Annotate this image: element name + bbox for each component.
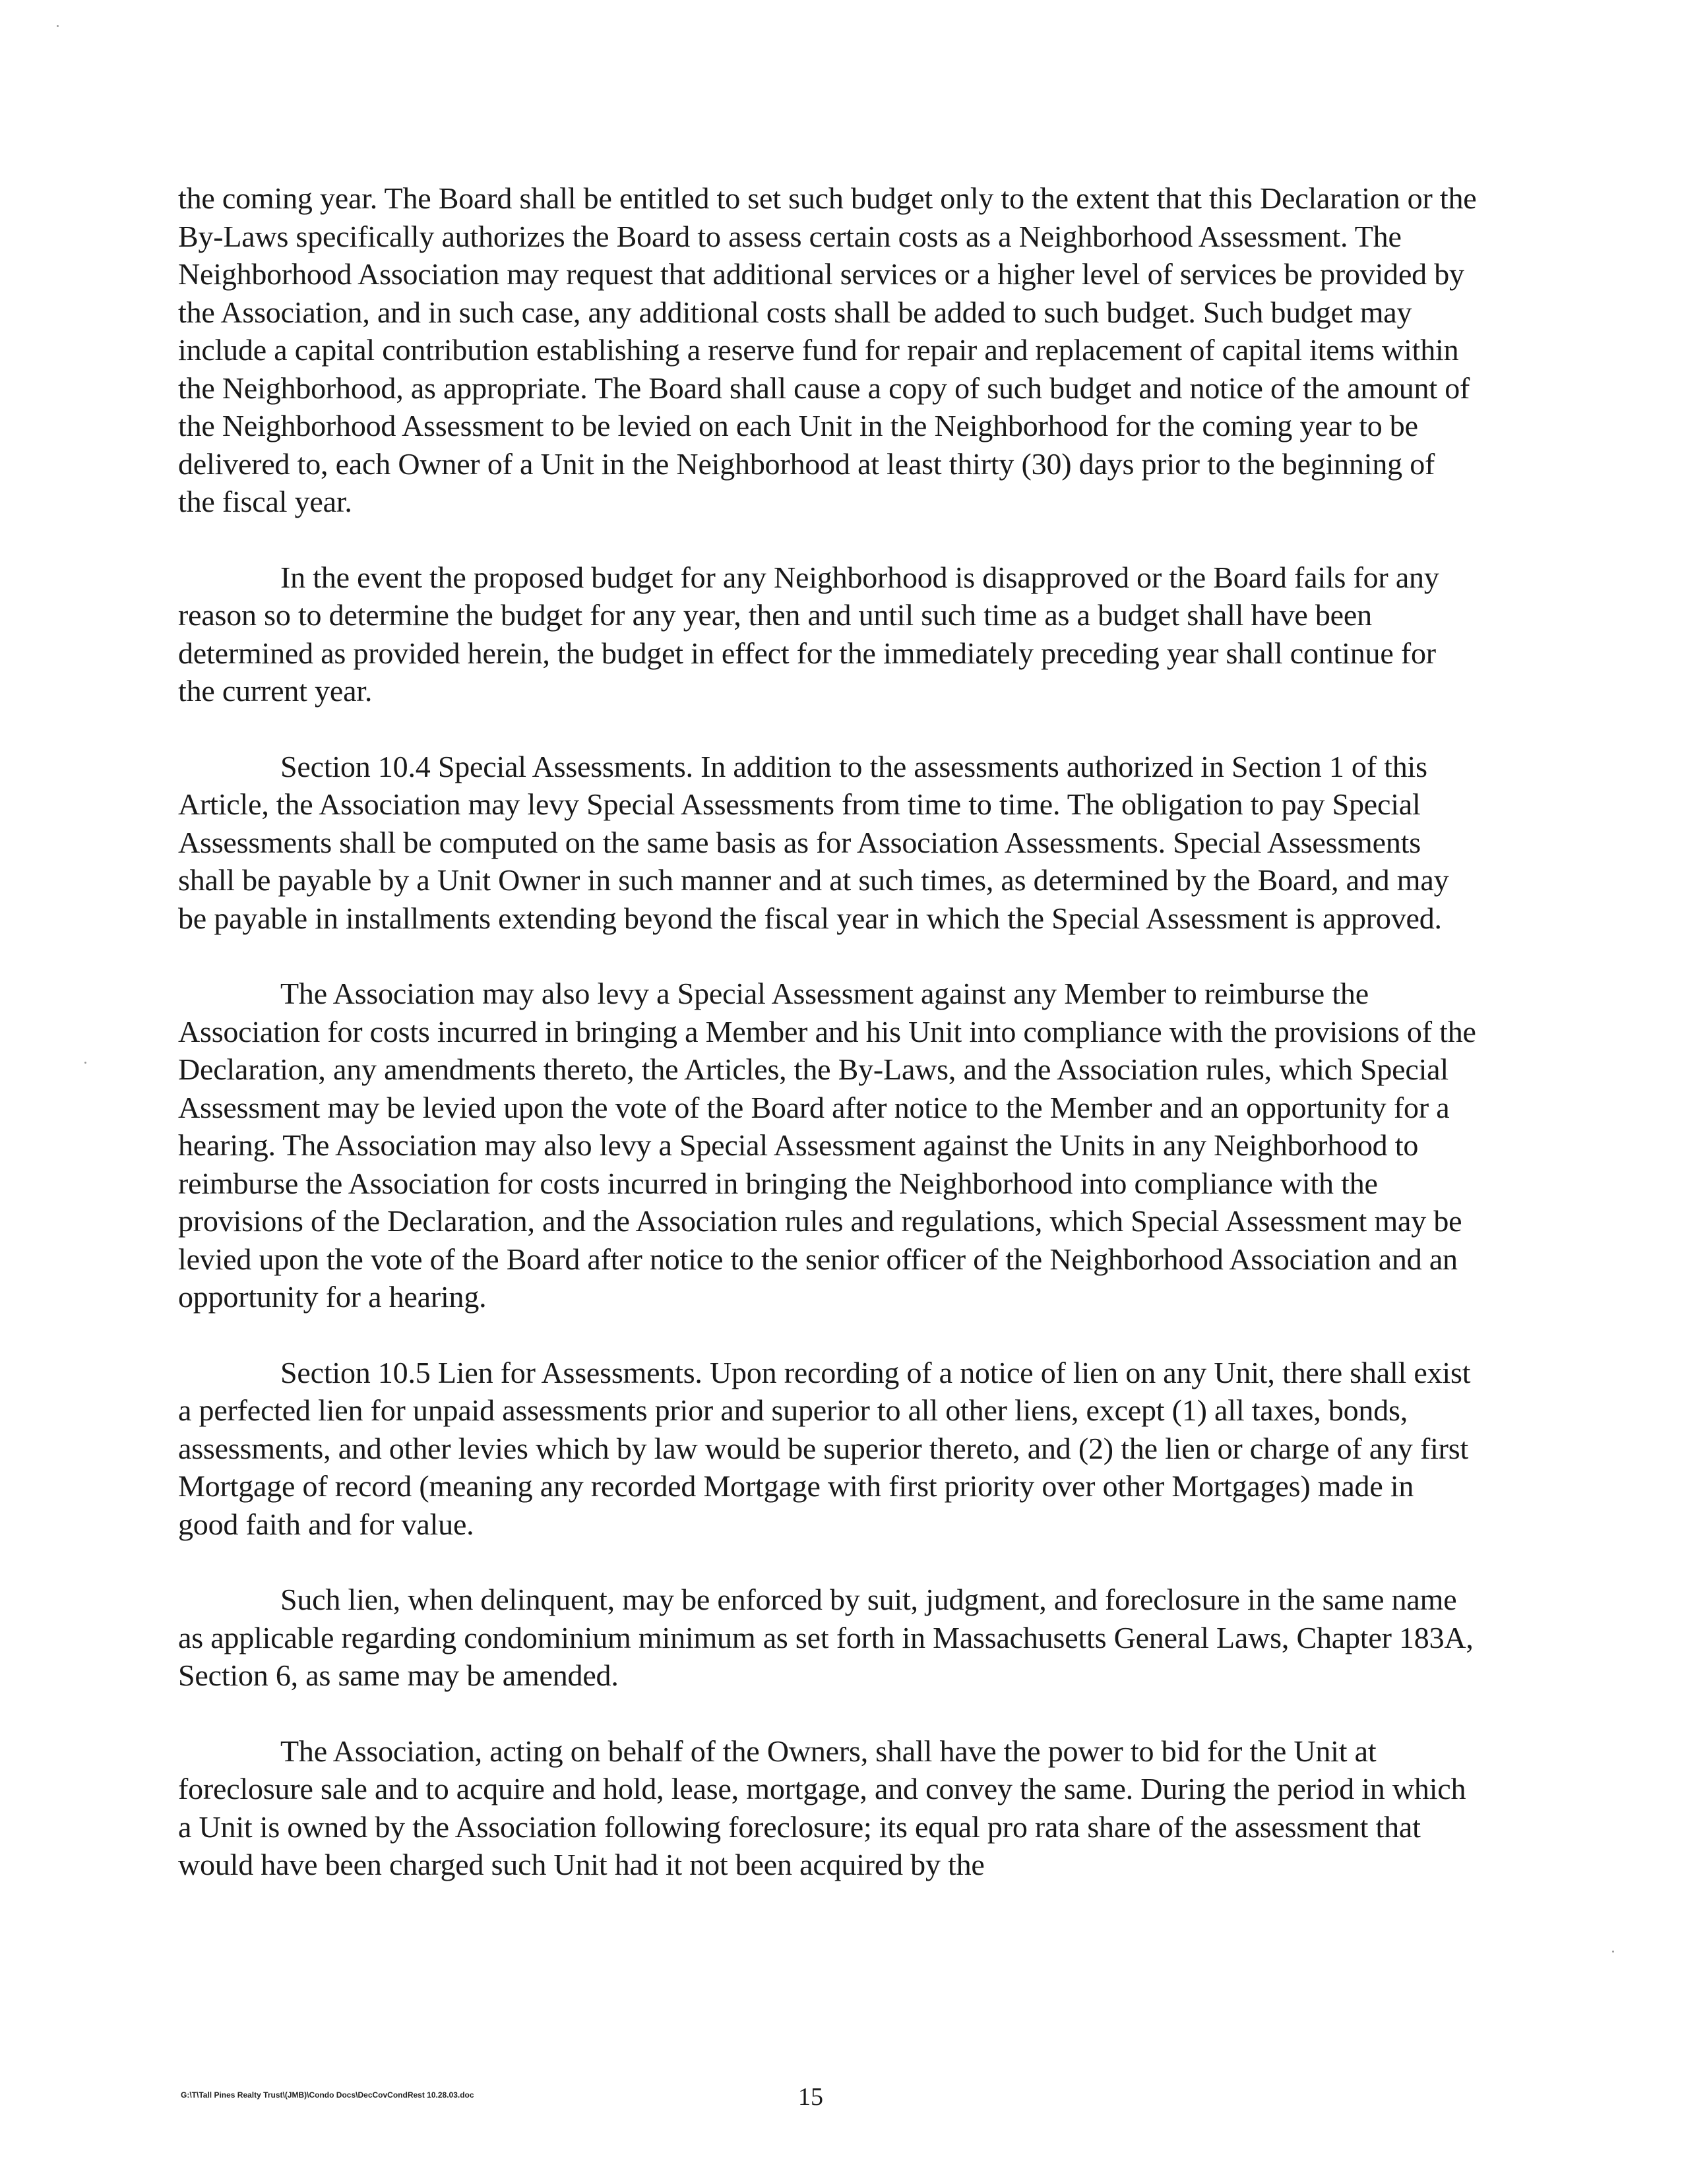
paragraph-budget-disapproved: In the event the proposed budget for any Neighborhood is disapproved or the Board fails for any reason so to determine the budget for any year, then and until such time as a budget shall have been determined as provided herein, the budget in effect for the immediately preceding year shall continue for the current year.: [178, 560, 1439, 708]
scan-speck: [1612, 1951, 1614, 1953]
page-number: 15: [798, 2083, 823, 2111]
paragraph-budget-continued: the coming year. The Board shall be entitled to set such budget only to the extent that this Declaration or the By-Laws specifically authorizes the Board to assess certain costs as a Neighborhood Assessment. The Neighborhood Association may request that additional services or a higher level of services be provided by the Association, and in such case, any additional costs shall be added to such budget. Such budget may include a capital contribution establishing a reserve fund for repair and replacement of capital items within the Neighborhood, as appropriate. The Board shall cause a copy of such budget and notice of the amount of the Neighborhood Assessment to be levied on each Unit in the Neighborhood for the coming year to be delivered to, each Owner of a Unit in the Neighborhood at least thirty (30) days prior to the beginning of the fiscal year.: [178, 181, 1477, 518]
paragraph-foreclosure-bid: The Association, acting on behalf of the Owners, shall have the power to bid for the Unit at foreclosure sale and to acquire and hold, lease, mortgage, and convey the same. During the period in which a Unit is owned by the Association following foreclosure; its equal pro rata share of the assessment that would have been charged such Unit had it not been acquired by the: [178, 1734, 1466, 1881]
footer-file-path: G:\T\Tall Pines Realty Trust\(JMB)\Condo Docs\DecCovCondRest 10.28.03.doc: [181, 2090, 474, 2100]
paragraph-special-assessment-member: The Association may also levy a Special Assessment against any Member to reimburse the Association for costs incurred in bringing a Member and his Unit into compliance with the provisions of the Declaration, any amendments thereto, the Articles, the By-Laws, and the Association rules, which Special Assessment may be levied upon the vote of the Board after notice to the Member and an opportunity for a hearing. The Association may also levy a Special Assessment against the Units in any Neighborhood to reimburse the Association for costs incurred in bringing the Neighborhood into compliance with the provisions of the Declaration, and the Association rules and regulations, which Special Assessment may be levied upon the vote of the Board after notice to the senior officer of the Neighborhood Association and an opportunity for a hearing.: [178, 977, 1476, 1314]
scan-speck: [84, 1062, 86, 1064]
paragraph-lien-enforcement: Such lien, when delinquent, may be enforced by suit, judgment, and foreclosure in the same name as applicable regarding condominium minimum as set forth in Massachusetts General Laws, Chapter 183A, Section 6, as same may be amended.: [178, 1583, 1474, 1692]
scan-speck: [57, 25, 59, 27]
paragraph-section-10-4-special-assessments: Section 10.4 Special Assessments. In addition to the assessments authorized in Section 1 of this Article, the Association may levy Special Assessments from time to time. The obligation to pay Special Assessments shall be computed on the same basis as for Association Assessments. Special Assessments shall be payable by a Unit Owner in such manner and at such times, as determined by the Board, and may be payable in installments extending beyond the fiscal year in which the Special Assessment is approved.: [178, 749, 1449, 935]
paragraph-section-10-5-lien: Section 10.5 Lien for Assessments. Upon recording of a notice of lien on any Unit, there shall exist a perfected lien for unpaid assessments prior and superior to all other liens, except (1) all taxes, bonds, assessments, and other levies which by law would be superior thereto, and (2) the lien or charge of any first Mortgage of record (meaning any recorded Mortgage with first priority over other Mortgages) made in good faith and for value.: [178, 1355, 1471, 1541]
document-body: [178, 179, 1478, 1922]
